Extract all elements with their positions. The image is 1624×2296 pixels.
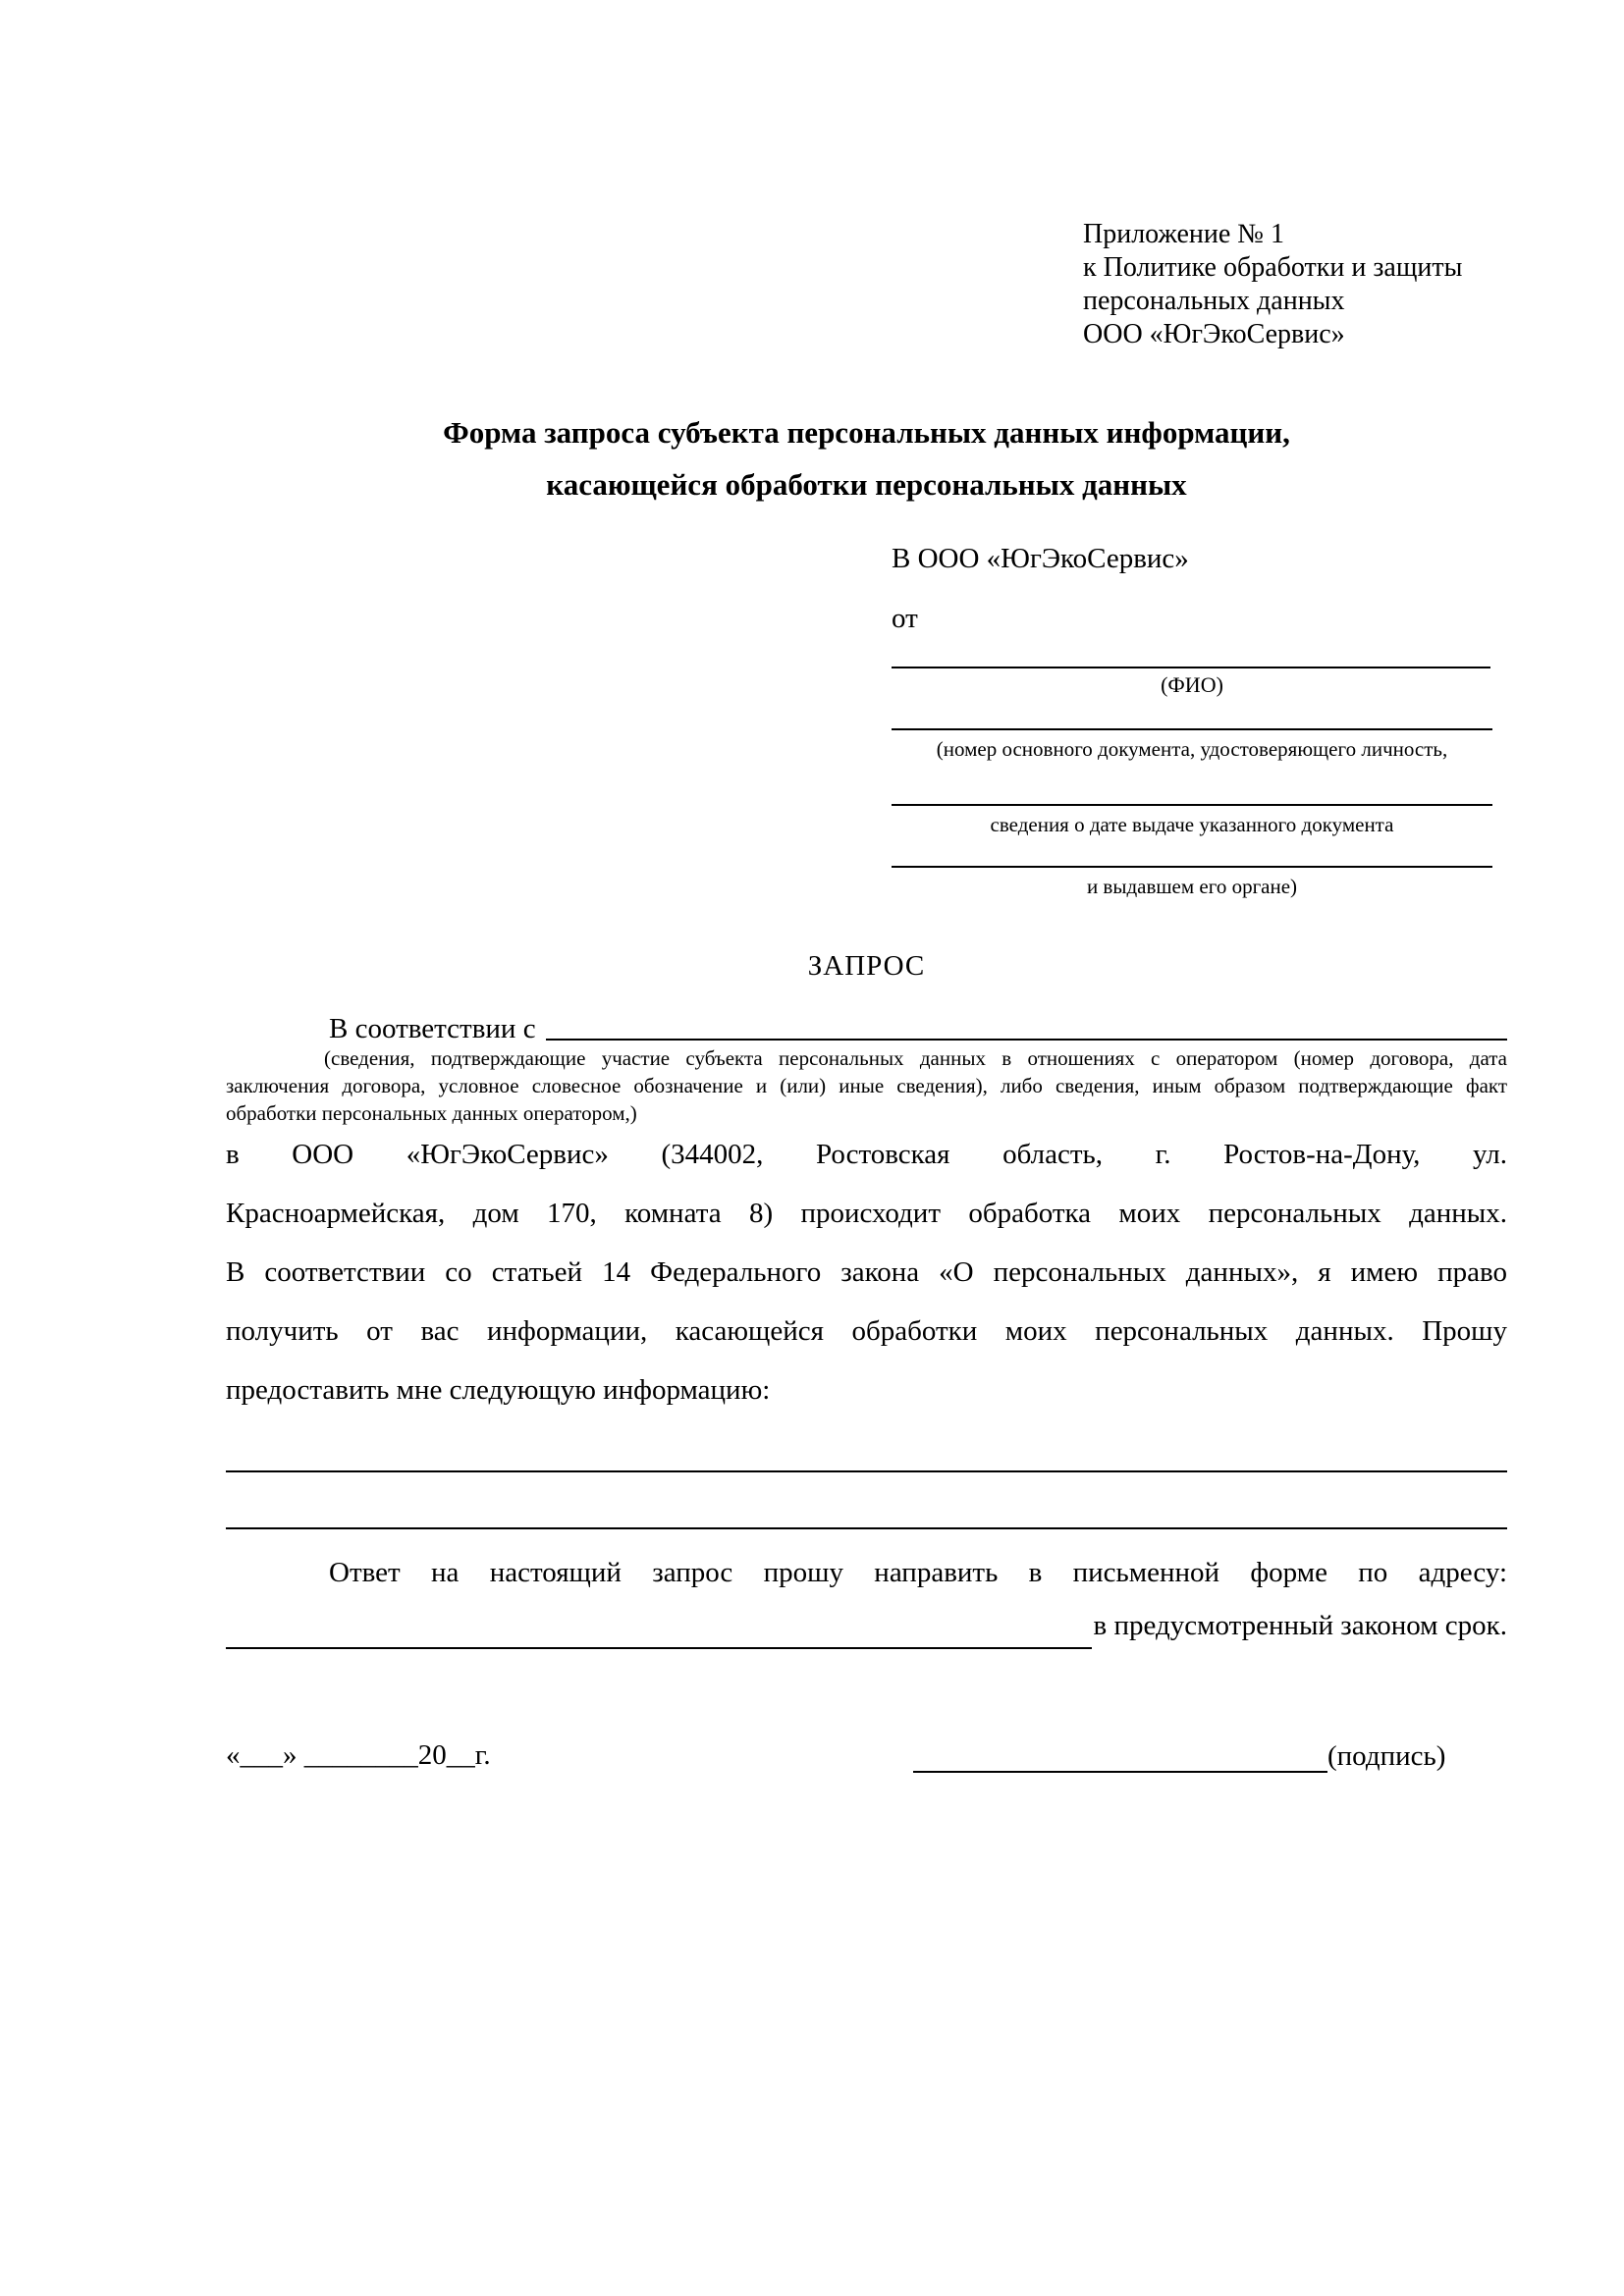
footnote-line: заключения договора, условное словесное обозначение и (или) иные сведения), либо сведения, иным образом подтверждающие факт bbox=[226, 1074, 1507, 1097]
document-issue-date-blank-line bbox=[892, 767, 1492, 806]
body-line: получить от вас информации, касающейся обработки моих персональных данных. Прошу bbox=[226, 1315, 1507, 1347]
addressee-from-label: от bbox=[892, 603, 918, 634]
appendix-line: Приложение № 1 bbox=[1083, 219, 1284, 249]
document-issue-date-caption: сведения о дате выдаче указанного документа bbox=[990, 813, 1394, 836]
address-blank-line bbox=[226, 1602, 1092, 1649]
footnote-line: (сведения, подтверждающие участие субъекта персональных данных в отношениях с оператором (номер договора, дата bbox=[324, 1046, 1507, 1070]
date-blank-line: «___» ________20__г. bbox=[226, 1739, 491, 1771]
information-blank-line-1 bbox=[226, 1431, 1507, 1472]
appendix-line: к Политике обработки и защиты bbox=[1083, 252, 1463, 283]
signature-blank-line bbox=[913, 1739, 1327, 1773]
fio-caption: (ФИО) bbox=[1161, 672, 1223, 697]
accordance-blank-line bbox=[546, 1011, 1507, 1041]
document-title bbox=[226, 406, 1507, 510]
body-line: В соответствии со статьей 14 Федерального закона «О персональных данных», я имею право bbox=[226, 1256, 1507, 1288]
body-line: в ООО «ЮгЭкоСервис» (344002, Ростовская область, г. Ростов-на-Дону, ул. bbox=[226, 1139, 1507, 1170]
appendix-line: ООО «ЮгЭкоСервис» bbox=[1083, 319, 1345, 349]
answer-paragraph-line: Ответ на настоящий запрос прошу направить в письменной форме по адресу: bbox=[329, 1557, 1507, 1588]
body-line: предоставить мне следующую информацию: bbox=[226, 1374, 771, 1406]
appendix-line: персональных данных bbox=[1083, 286, 1345, 316]
addressee-to: В ООО «ЮгЭкоСервис» bbox=[892, 543, 1189, 574]
footnote-paragraph bbox=[226, 1044, 1507, 1127]
accordance-row bbox=[226, 1011, 1507, 1046]
information-blank-line-2 bbox=[226, 1488, 1507, 1529]
footnote-line: обработки персональных данных оператором,) bbox=[226, 1101, 637, 1125]
document-issuer-blank-line bbox=[892, 828, 1492, 868]
signature-group bbox=[913, 1739, 1502, 1773]
body-paragraph bbox=[226, 1125, 1507, 1419]
document-number-caption: (номер основного документа, удостоверяющего личность, bbox=[936, 737, 1448, 761]
document-number-blank-line bbox=[892, 691, 1492, 730]
body-line: Красноармейская, дом 170, комната 8) происходит обработка моих персональных данных. bbox=[226, 1198, 1507, 1229]
document-issuer-caption: и выдавшем его органе) bbox=[1086, 875, 1298, 898]
fio-blank-line bbox=[892, 629, 1490, 668]
answer-address-row bbox=[226, 1602, 1507, 1649]
signature-caption: (подпись) bbox=[1327, 1740, 1446, 1772]
document-title-line: касающейся обработки персональных данных bbox=[546, 467, 1187, 502]
document-title-line: Форма запроса субъекта персональных данных информации, bbox=[443, 415, 1290, 450]
accordance-lead: В соответствии с bbox=[329, 1013, 536, 1044]
answer-deadline-text: в предусмотренный законом срок. bbox=[1093, 1610, 1507, 1641]
appendix-block bbox=[1083, 218, 1462, 351]
request-heading: ЗАПРОС bbox=[807, 950, 926, 982]
